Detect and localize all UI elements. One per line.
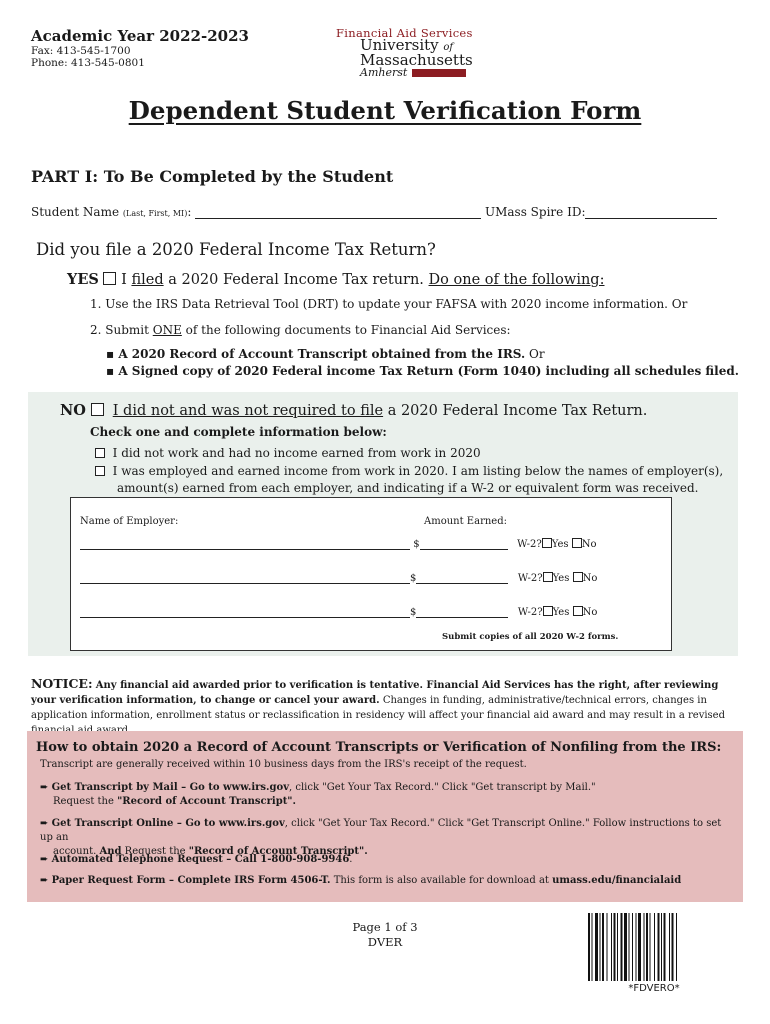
employed-option: I was employed and earned income from work in 2020. I am listing below the names of employer(s), amount(s) earned from each employer, and indicating if a W-2 or equivalent form was received. xyxy=(95,463,723,497)
student-name-row: Student Name (Last, First, MI): UMass Spire ID: xyxy=(31,205,717,219)
no-work-checkbox[interactable] xyxy=(95,448,105,458)
student-name-field[interactable] xyxy=(195,206,481,219)
phone-number: Phone: 413-545-0801 xyxy=(31,57,145,69)
employed-checkbox[interactable] xyxy=(95,466,105,476)
employer-name-field[interactable] xyxy=(80,573,410,584)
fax-number: Fax: 413-545-1700 xyxy=(31,45,131,57)
w2-yes-checkbox[interactable] xyxy=(543,572,553,582)
w2-no-checkbox[interactable] xyxy=(573,572,583,582)
tax-return-question: Did you file a 2020 Federal Income Tax Return? xyxy=(36,240,436,259)
amount-field[interactable] xyxy=(416,607,508,618)
part1-heading: PART I: To Be Completed by the Student xyxy=(31,167,394,186)
amount-field[interactable] xyxy=(416,573,508,584)
pointer-icon: ➨ xyxy=(40,818,49,829)
irs-heading: How to obtain 2020 a Record of Account Transcripts or Verification of Nonfiling from the IRS: xyxy=(36,740,722,755)
spire-id-label: UMass Spire ID: xyxy=(485,205,586,219)
yes-option-1: 1. Use the IRS Data Retrieval Tool (DRT) to update your FAFSA with 2020 income information. Or xyxy=(90,297,688,311)
w2-yes-checkbox[interactable] xyxy=(542,538,552,548)
irs-online-option: ➨ Get Transcript Online – Go to www.irs.gov, click "Get Your Tax Record." Click "Get Transcript Online." Follow instructions to set up an account. And Request the "Record of Account Transcript". xyxy=(40,818,722,857)
yes-row: YES I filed a 2020 Federal Income Tax return. Do one of the following: xyxy=(67,271,605,288)
yes-checkbox[interactable] xyxy=(103,272,116,285)
page-number: Page 1 of 3 xyxy=(352,920,418,934)
yes-bullet-2: ▪ A Signed copy of 2020 Federal income Tax Return (Form 1040) including all schedules filed. xyxy=(106,364,739,378)
employer-row-1: $ W-2? Yes No xyxy=(80,538,597,550)
no-work-option: I did not work and had no income earned from work in 2020 xyxy=(95,446,481,460)
page-title: Dependent Student Verification Form xyxy=(128,96,642,125)
check-one-heading: Check one and complete information below: xyxy=(90,425,387,439)
logo-line-amherst: Amherst xyxy=(360,66,408,79)
logo-line-university: University of xyxy=(360,36,454,54)
notice-label: NOTICE: xyxy=(31,676,93,691)
pointer-icon: ➨ xyxy=(40,875,49,886)
pointer-icon: ➨ xyxy=(40,854,49,865)
irs-mail-option: ➨ Get Transcript by Mail – Go to www.irs.gov, click "Get Your Tax Record." Click "Get transcript by Mail." Request the "Record of Account Transcript". xyxy=(40,782,596,807)
logo-tag-bar xyxy=(412,69,466,77)
notice-block: NOTICE: Any financial aid awarded prior to verification is tentative. Financial Aid Services has the right, after reviewing your verification information, to change or cancel your award. Changes in funding, administrative/technical errors, changes in application information, enrollment status or reclassification in residency will affect your financial aid award and may result in a revised xyxy=(31,676,725,721)
yes-option-2: 2. Submit ONE of the following documents to Financial Aid Services: xyxy=(90,323,511,337)
student-name-label: Student Name xyxy=(31,205,120,219)
no-label: NO xyxy=(60,402,86,419)
employer-row-3: $ W-2? Yes No xyxy=(80,606,597,618)
student-name-hint: (Last, First, MI) xyxy=(122,209,188,218)
employer-name-field[interactable] xyxy=(80,539,410,550)
w2-no-checkbox[interactable] xyxy=(573,606,583,616)
yes-label: YES xyxy=(67,271,99,288)
irs-subtitle: Transcript are generally received within 10 business days from the IRS's receipt of the request. xyxy=(40,759,527,770)
amount-field[interactable] xyxy=(420,539,508,550)
irs-paper-option: ➨ Paper Request Form – Complete IRS Form 4506-T. This form is also available for download at umass.edu/financialaid xyxy=(40,875,682,886)
form-code: DVER xyxy=(367,935,403,949)
submit-w2-note: Submit copies of all 2020 W-2 forms. xyxy=(442,632,619,642)
no-checkbox[interactable] xyxy=(91,403,104,416)
employer-label: Name of Employer: xyxy=(80,516,179,527)
w2-no-checkbox[interactable] xyxy=(572,538,582,548)
spire-id-field[interactable] xyxy=(585,206,717,219)
pointer-icon: ➨ xyxy=(40,782,49,793)
irs-phone-option: ➨ Automated Telephone Request – Call 1-800-908-9946. xyxy=(40,854,353,865)
no-row: NO I did not and was not required to file a 2020 Federal Income Tax Return. xyxy=(60,402,648,419)
logo-department: Financial Aid Services xyxy=(336,26,473,40)
employer-name-field[interactable] xyxy=(80,607,410,618)
amount-label: Amount Earned: xyxy=(424,516,507,527)
w2-yes-checkbox[interactable] xyxy=(543,606,553,616)
employer-row-2: $ W-2? Yes No xyxy=(80,572,597,584)
barcode xyxy=(588,913,720,981)
logo-line-massachusetts: Massachusetts xyxy=(360,51,473,69)
yes-bullet-1: ▪ A 2020 Record of Account Transcript obtained from the IRS. Or xyxy=(106,347,545,361)
academic-year: Academic Year 2022-2023 xyxy=(31,27,249,45)
barcode-label: *FDVERO* xyxy=(628,983,680,994)
